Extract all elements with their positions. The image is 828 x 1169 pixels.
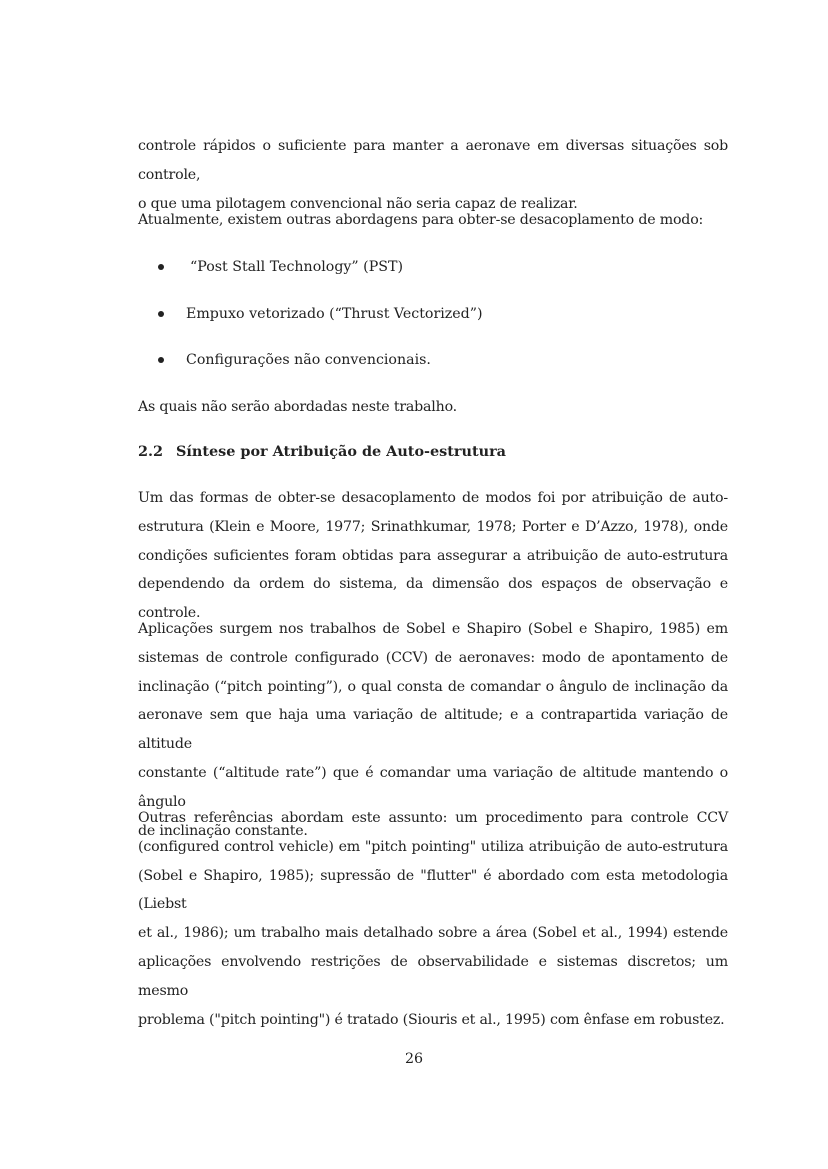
- text-line: problema ("pitch pointing") é tratado (Siouris et al., 1995) com ênfase em robustez.: [138, 1011, 725, 1028]
- text-line: As quais não serão abordadas neste trabalho.: [138, 399, 457, 415]
- bullet-icon: [158, 357, 164, 363]
- paragraph-other-references: [138, 804, 728, 1034]
- list-item: [158, 350, 431, 370]
- text-line: sistemas de controle configurado (CCV) de aeronaves: modo de apontamento de: [138, 649, 728, 666]
- paragraph-not-addressed: [138, 393, 728, 422]
- text-line: de inclinação constante.: [138, 822, 308, 839]
- text-line: Outras referências abordam este assunto: um procedimento para controle CCV: [138, 810, 728, 826]
- bullet-icon: [158, 264, 164, 270]
- list-item: [158, 304, 483, 324]
- list-item-text: Configurações não convencionais.: [186, 352, 431, 368]
- list-item-text: Empuxo vetorizado (“Thrust Vectorized”): [186, 306, 483, 322]
- text-line: (configured control vehicle) em "pitch pointing" utiliza atribuição de auto-estrutura: [138, 838, 728, 855]
- text-line: aeronave sem que haja uma variação de altitude; e a contrapartida variação de altitude: [138, 707, 728, 753]
- text-line: o que uma pilotagem convencional não seria capaz de realizar.: [138, 195, 578, 212]
- text-line: inclinação (“pitch pointing”), o qual consta de comandar o ângulo de inclinação da: [138, 678, 728, 695]
- text-line: condições suficientes foram obtidas para assegurar a atribuição de auto-estrutura: [138, 547, 728, 564]
- text-line: et al., 1986); um trabalho mais detalhado sobre a área (Sobel et al., 1994) estende: [138, 925, 728, 942]
- bullet-icon: [158, 311, 164, 317]
- paragraph-intro-approaches: [138, 206, 728, 235]
- text-line: aplicações envolvendo restrições de observabilidade e sistemas discretos; um mesmo: [138, 953, 728, 999]
- list-item-text: “Post Stall Technology” (PST): [190, 259, 403, 275]
- text-line: Atualmente, existem outras abordagens para obter-se desacoplamento de modo:: [138, 212, 704, 228]
- section-number: 2.2: [138, 443, 164, 460]
- text-line: constante (“altitude rate”) que é comandar uma variação de altitude mantendo o ângulo: [138, 764, 728, 810]
- section-title: Síntese por Atribuição de Auto-estrutura: [176, 443, 506, 460]
- text-line: estrutura (Klein e Moore, 1977; Srinathkumar, 1978; Porter e D’Azzo, 1978), onde: [138, 518, 728, 535]
- paragraph-eigenstructure: [138, 484, 728, 628]
- text-line: Um das formas de obter-se desacoplamento de modos foi por atribuição de auto-: [138, 490, 728, 506]
- text-line: Aplicações surgem nos trabalhos de Sobel e Shapiro (Sobel e Shapiro, 1985) em: [138, 621, 728, 637]
- text-line: (Sobel e Shapiro, 1985); supressão de "flutter" é abordado com esta metodologia (Liebst: [138, 867, 728, 913]
- section-heading: [138, 441, 506, 463]
- page-number: 26: [404, 1051, 424, 1067]
- text-line: dependendo da ordem do sistema, da dimensão dos espaços de observação e controle.: [138, 576, 728, 622]
- list-item: [158, 257, 403, 277]
- text-line: controle rápidos o suficiente para manter a aeronave em diversas situações sob controle,: [138, 138, 728, 183]
